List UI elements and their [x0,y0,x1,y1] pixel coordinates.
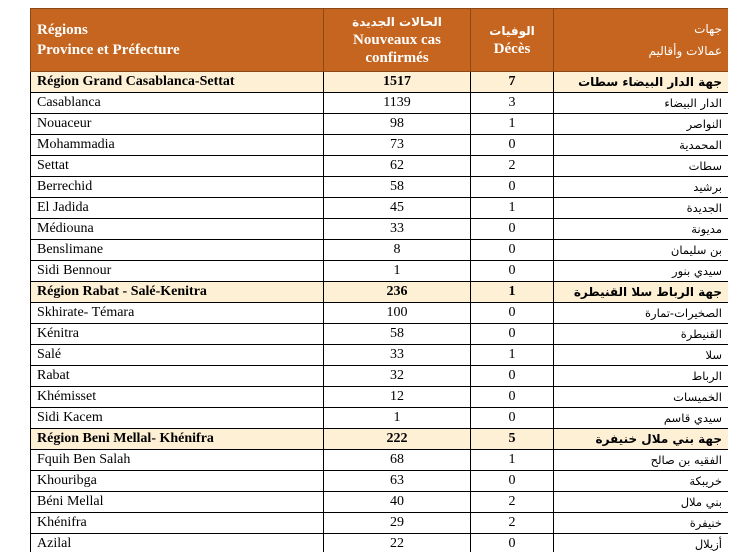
table-row [31,198,729,219]
place-name-ar-cell: جهة الرباط سلا القنيطرة [554,282,729,303]
place-name-ar-cell: الخميسات [554,387,729,408]
place-name-ar-cell: النواصر [554,114,729,135]
region-row [31,282,729,303]
place-name-cell: Nouaceur [31,114,324,135]
table-row [31,471,729,492]
place-name-ar-cell: جهة الدار البيضاء سطات [554,72,729,93]
deaths-cell: 2 [471,513,554,534]
place-name-cell: Fquih Ben Salah [31,450,324,471]
table-row [31,513,729,534]
table-row [31,324,729,345]
header-regions-ar [554,9,729,72]
place-name-cell: Kénitra [31,324,324,345]
deaths-cell: 1 [471,345,554,366]
header-deaths-ar: الوفيات [489,24,535,38]
deaths-cell: 0 [471,324,554,345]
new-cases-cell: 40 [324,492,471,513]
new-cases-cell: 58 [324,324,471,345]
deaths-cell: 0 [471,135,554,156]
table-row [31,261,729,282]
deaths-cell: 0 [471,303,554,324]
table-row [31,492,729,513]
place-name-ar-cell: أزيلال [554,534,729,552]
new-cases-cell: 73 [324,135,471,156]
place-name-ar-cell: مديونة [554,219,729,240]
table-row [31,450,729,471]
place-name-cell: Rabat [31,366,324,387]
deaths-cell: 0 [471,387,554,408]
place-name-ar-cell: جهة بني ملال خنيفرة [554,429,729,450]
new-cases-cell: 8 [324,240,471,261]
new-cases-cell: 1 [324,408,471,429]
deaths-cell: 0 [471,261,554,282]
table-row [31,93,729,114]
table-row [31,177,729,198]
deaths-cell: 0 [471,471,554,492]
header-new-cases-line2: confirmés [365,50,429,66]
place-name-ar-cell: سيدي بنور [554,261,729,282]
deaths-cell: 1 [471,198,554,219]
place-name-ar-cell: الدار البيضاء [554,93,729,114]
deaths-cell: 3 [471,93,554,114]
header-regions-ar-line2: عمالات وأقاليم [648,44,722,58]
deaths-cell: 0 [471,408,554,429]
place-name-ar-cell: سلا [554,345,729,366]
place-name-ar-cell: بن سليمان [554,240,729,261]
place-name-ar-cell: المحمدية [554,135,729,156]
new-cases-cell: 1517 [324,72,471,93]
place-name-ar-cell: سطات [554,156,729,177]
header-new-cases [324,9,471,72]
place-name-ar-cell: خريبكة [554,471,729,492]
place-name-cell: Sidi Kacem [31,408,324,429]
place-name-cell: Skhirate- Témara [31,303,324,324]
place-name-cell: Mohammadia [31,135,324,156]
place-name-ar-cell: الرباط [554,366,729,387]
place-name-ar-cell: الصخيرات-تمارة [554,303,729,324]
place-name-cell: Khémisset [31,387,324,408]
table-body [31,72,729,552]
place-name-ar-cell: القنيطرة [554,324,729,345]
new-cases-cell: 33 [324,345,471,366]
header-regions [31,9,324,72]
place-name-cell: Salé [31,345,324,366]
new-cases-cell: 63 [324,471,471,492]
deaths-cell: 1 [471,450,554,471]
table-row [31,303,729,324]
place-name-cell: Settat [31,156,324,177]
place-name-ar-cell: بني ملال [554,492,729,513]
table-row [31,114,729,135]
new-cases-cell: 236 [324,282,471,303]
covid-cases-sheet [30,8,728,552]
header-new-cases-ar: الحالات الجديدة [352,15,442,29]
place-name-cell: Région Rabat - Salé-Kenitra [31,282,324,303]
place-name-cell: Sidi Bennour [31,261,324,282]
region-row [31,72,729,93]
new-cases-cell: 45 [324,198,471,219]
new-cases-cell: 1 [324,261,471,282]
new-cases-cell: 62 [324,156,471,177]
place-name-cell: Région Beni Mellal- Khénifra [31,429,324,450]
deaths-cell: 0 [471,177,554,198]
deaths-cell: 0 [471,534,554,552]
new-cases-cell: 68 [324,450,471,471]
table-row [31,219,729,240]
header-deaths [471,9,554,72]
table-row [31,135,729,156]
place-name-cell: Béni Mellal [31,492,324,513]
table-row [31,387,729,408]
table-row [31,240,729,261]
new-cases-cell: 98 [324,114,471,135]
deaths-cell: 1 [471,282,554,303]
place-name-cell: Azilal [31,534,324,552]
new-cases-cell: 32 [324,366,471,387]
deaths-cell: 0 [471,366,554,387]
header-regions-line1: Régions [37,22,88,38]
place-name-cell: Benslimane [31,240,324,261]
new-cases-cell: 22 [324,534,471,552]
place-name-cell: Région Grand Casablanca-Settat [31,72,324,93]
header-row [31,9,729,72]
deaths-cell: 0 [471,219,554,240]
place-name-ar-cell: الفقيه بن صالح [554,450,729,471]
header-deaths-fr: Décès [493,41,531,57]
new-cases-cell: 12 [324,387,471,408]
region-row [31,429,729,450]
place-name-ar-cell: برشيد [554,177,729,198]
deaths-cell: 1 [471,114,554,135]
table-row [31,534,729,552]
place-name-cell: Médiouna [31,219,324,240]
place-name-cell: Berrechid [31,177,324,198]
place-name-cell: Khouribga [31,471,324,492]
table-header [31,9,729,72]
deaths-cell: 0 [471,240,554,261]
deaths-cell: 2 [471,156,554,177]
place-name-ar-cell: سيدي قاسم [554,408,729,429]
table-row [31,366,729,387]
deaths-cell: 2 [471,492,554,513]
header-regions-ar-line1: جهات [694,22,722,36]
place-name-cell: Casablanca [31,93,324,114]
place-name-ar-cell: الجديدة [554,198,729,219]
table-row [31,408,729,429]
place-name-cell: Khénifra [31,513,324,534]
new-cases-cell: 29 [324,513,471,534]
cases-table [30,8,728,552]
new-cases-cell: 33 [324,219,471,240]
place-name-cell: El Jadida [31,198,324,219]
table-row [31,345,729,366]
new-cases-cell: 100 [324,303,471,324]
place-name-ar-cell: خنيفرة [554,513,729,534]
new-cases-cell: 1139 [324,93,471,114]
deaths-cell: 7 [471,72,554,93]
table-row [31,156,729,177]
deaths-cell: 5 [471,429,554,450]
header-regions-line2: Province et Préfecture [37,42,180,58]
new-cases-cell: 58 [324,177,471,198]
header-new-cases-line1: Nouveaux cas [353,32,441,48]
new-cases-cell: 222 [324,429,471,450]
